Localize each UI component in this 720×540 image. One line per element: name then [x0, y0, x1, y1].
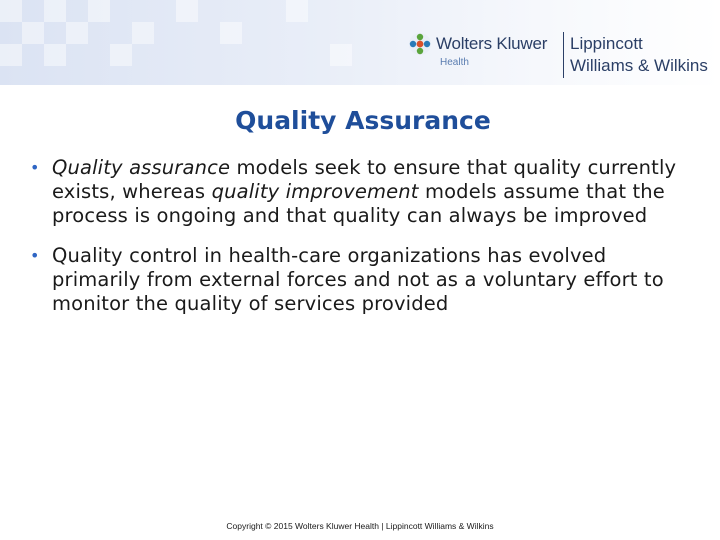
copyright-footer: Copyright © 2015 Wolters Kluwer Health | Lippincott Williams & Wilkins: [226, 521, 494, 531]
slide-title: Quality Assurance: [235, 106, 491, 135]
logo-divider: [563, 32, 564, 78]
bullet-segment: models seek to ensure that quality currently exists, whereas: [52, 156, 677, 203]
publisher-logo: [408, 30, 718, 80]
wolters-kluwer-logo-icon: [408, 32, 432, 56]
bullet-segment: models assume that the process is ongoing and that quality can always be improved: [52, 180, 665, 227]
logo-imprint-line2: Williams & Wilkins: [570, 56, 708, 75]
logo-imprint-line1: Lippincott: [570, 34, 643, 53]
bullet-segment: Quality assurance: [52, 156, 231, 179]
bullet-item: [30, 156, 690, 228]
bullet-text: [52, 244, 664, 315]
bullet-marker: •: [30, 246, 40, 265]
bullet-marker: •: [30, 158, 40, 177]
bullet-segment: Quality control in health-care organizations has evolved primarily from external forces and not as a voluntary effort to monitor the quality of services provided: [52, 244, 664, 315]
bullet-item: [30, 244, 690, 316]
bullet-list: [30, 156, 690, 332]
logo-division-name: Health: [440, 57, 469, 68]
bullet-text: [52, 156, 676, 227]
logo-company-name: Wolters Kluwer: [436, 34, 548, 53]
bullet-segment: quality improvement: [211, 180, 419, 203]
